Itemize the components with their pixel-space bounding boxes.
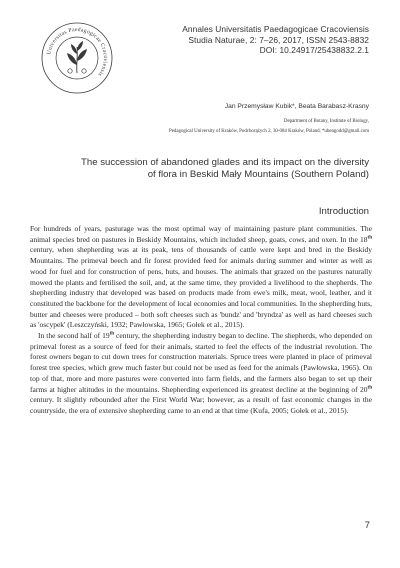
body-paragraph-2 [30, 331, 372, 417]
article-body [30, 224, 372, 417]
journal-name: Annales Universitatis Paedagogicae Cracoviensis [182, 24, 369, 34]
article-title-line-1: The succession of abandoned glades and its impact on the diversity [81, 157, 369, 168]
article-authors: Jan Przemysław Kubik*, Beata Barabasz-Krasny [224, 103, 369, 110]
affiliation-department: Department of Botany, Institute of Biology, [283, 119, 369, 124]
paragraph-2-text-a: In the second half of 19 [38, 331, 110, 341]
journal-series: Studia Naturae, 2: 7–26, 2017, ISSN 2543-8832 [188, 34, 369, 45]
seal-icon [40, 21, 114, 95]
paragraph-1-text-a: For hundreds of years, pasturage was the most optimal way of maintaining pasture plant communities. The animal species bred on pastures in Beskidy Mountains, which included sheep, goats, cows, and oxen. In the 18 [30, 224, 372, 244]
superscript-th: th [109, 331, 115, 337]
article-title-line-2: of flora in Beskid Mały Mountains (Southern Poland) [147, 169, 369, 181]
journal-header [169, 24, 369, 56]
university-seal-logo [40, 21, 114, 95]
superscript-th: th [367, 385, 372, 391]
paragraph-2-text-b: century, the shepherding industry began to decline. The shepherds, who depended on primeval forest as a source of feed for their animals, started to feel the effects of the industrial revolution. The forest owners began to cut down trees for construction materials. Spruce trees were planted in place of primeval forest tree species, which grew much faster but could not be used as feed for the animals (Pawłowska, 1965). On top of that, more and more pastures were converted into farm fields, and the farmers also began to set up their farms at higher altitudes in the mountains. Shepherding experienced its greatest decline at the beginning of 20 [30, 331, 372, 394]
paragraph-2-text-c: century. It slightly rebounded after the First World War; however, as a result of fast economic changes in the countryside, the era of extensive shepherding came to an end at that time (Kufa, 2005; Gołek et al., 2015). [30, 395, 372, 415]
article-title [39, 157, 369, 181]
body-paragraph-1 [30, 224, 372, 331]
page-number: 7 [364, 520, 370, 531]
superscript-th: th [367, 235, 372, 241]
journal-doi: DOI: 10.24917/25438832.2.1 [259, 45, 369, 56]
paragraph-1-text-b: century, when shepherding was at its peak, tens of thousands of cattle were kept and bred in the Beskidy Mountains. The primeval beech and fir forest provided feed for animals during summer and winter as well as wood for fuel and for construction of pens, huts, and houses. The animals that grazed on the pastures naturally mowed the plants and fertilised the soil, and, at the same time, they provided a livelihood to the shepherds. The shepherding industry that developed was based on products made from ewe's milk, meat, wool, leather, and it constituted the backbone for the development of local economies and local communities. In the shepherding huts, butter and cheeses were produced – both soft cheeses such as 'bundz' and 'bryndza' as well as hard cheeses such as 'oscypek' (Leszczyński, 1932; Pawłowska, 1965; Gołek et al., 2015). [30, 245, 372, 330]
section-heading-introduction: Introduction [318, 206, 369, 217]
affiliation-address: Pedagogical University of Kraków, Podchorążych 2, 30-084 Kraków, Poland, *ubengodd@gmail.com [169, 129, 369, 134]
author-affiliation [39, 117, 369, 137]
seal-text: Universitas Paedagogicae Cracoviensis [46, 26, 109, 78]
